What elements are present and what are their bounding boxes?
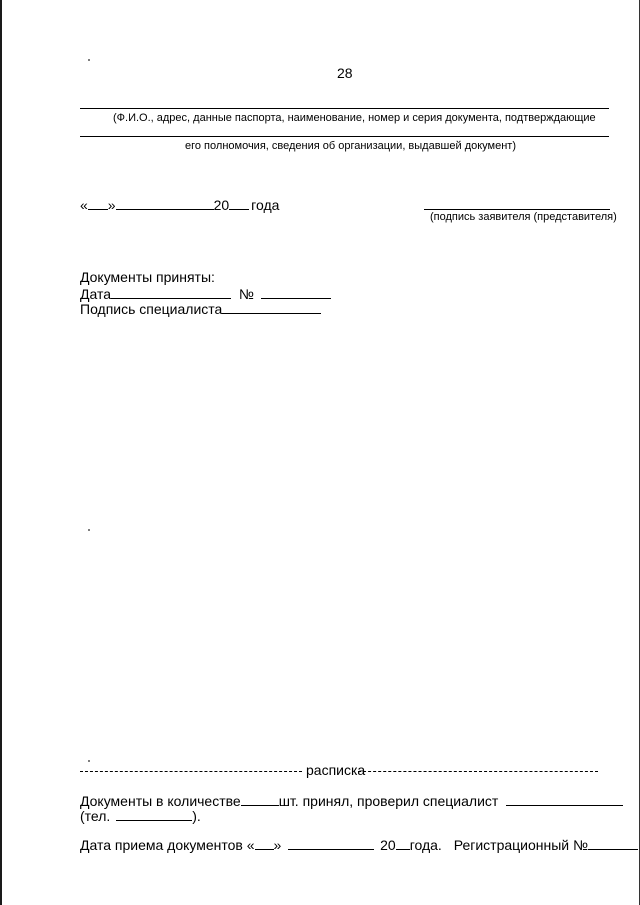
receipt-month-blank: [288, 836, 374, 850]
receipt-year-blank: [396, 836, 410, 850]
receipt-year: 20: [380, 837, 396, 853]
month-blank: [116, 196, 214, 210]
scan-speck: [88, 529, 90, 531]
year-blank: [229, 196, 249, 210]
close-quote: »: [107, 197, 116, 213]
registration-blank: [588, 836, 638, 850]
quantity-label: Документы в количестве: [80, 793, 241, 809]
specialist-signature-blank: [222, 300, 321, 314]
date-blank: [111, 285, 231, 299]
signature-caption: (подпись заявителя (представителя): [430, 211, 617, 223]
specialist-text: шт. принял, проверил специалист: [278, 793, 499, 809]
year-prefix: 20: [213, 197, 230, 213]
receipt-tel-row: [80, 807, 201, 824]
divider-dashes-right: [358, 771, 598, 772]
specialist-name-blank: [506, 792, 623, 806]
number-label: №: [238, 286, 254, 302]
date-label: Дата: [80, 286, 112, 302]
tel-end: ).: [192, 808, 201, 824]
applicant-signature-line: [424, 209, 610, 210]
open-quote: «: [80, 197, 88, 213]
divider-dashes-left: [80, 771, 302, 772]
year-suffix: года: [251, 197, 280, 213]
receipt-date-close: »: [273, 837, 282, 853]
receipt-year-suffix: года.: [409, 837, 442, 853]
receipt-label: расписка: [306, 762, 366, 778]
page-left-edge: [0, 0, 2, 905]
specialist-signature-row: [80, 300, 321, 317]
applicant-caption-line2: его полномочия, сведения об организации, выдавшей документ): [185, 140, 517, 152]
quantity-blank: [241, 792, 279, 806]
accepted-heading: Документы приняты:: [80, 269, 215, 285]
specialist-label: Подпись специалиста: [80, 301, 223, 317]
scan-speck: [88, 59, 90, 61]
applicant-caption-line1: (Ф.И.О., адрес, данные паспорта, наименование, номер и серия документа, подтверждающие: [113, 112, 596, 124]
number-blank: [261, 285, 331, 299]
tel-blank: [116, 807, 192, 821]
applicant-authority-line: [80, 136, 609, 137]
applicant-name-line: [80, 108, 609, 109]
page-number: 28: [337, 65, 353, 81]
receipt-date-row: [80, 836, 638, 853]
tel-label: (тел.: [80, 808, 111, 824]
registration-label: Регистрационный №: [453, 837, 589, 853]
receipt-date-label: Дата приема документов «: [80, 837, 255, 853]
day-blank: [88, 196, 108, 210]
receipt-divider: [80, 762, 600, 778]
application-date-row: [80, 196, 279, 213]
receipt-day-blank: [255, 836, 274, 850]
